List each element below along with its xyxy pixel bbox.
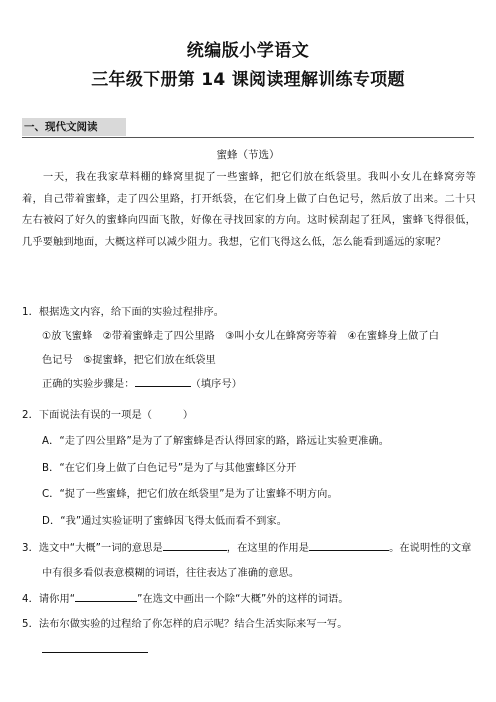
question-2-option-c: C．“捉了一些蜜蜂，把它们放在纸袋里”是为了让蜜蜂不明方向。 (42, 489, 338, 500)
question-1-answer (42, 375, 242, 390)
question-1-answer-suffix: （填序号） (190, 379, 243, 390)
answer-blank[interactable] (309, 539, 389, 551)
question-1-options-line1: ①放飞蜜蜂 ②带着蜜蜂走了四公里路 ③叫小女儿在蜂窝旁等着 ④在蜜蜂身上做了白 (42, 331, 439, 342)
passage-text: 一天，我在我家草料棚的蜂窝里捉了一些蜜蜂，把它们放在纸袋里。我叫小女儿在蜂窝旁等着，自己带着蜜蜂，走了四公里路，打开纸袋，在它们身上做了白色记号，然后放了出来。二十只左右被闷了好久的蜜蜂向四面飞散，好像在寻找回家的方向。这时候刮起了狂风，蜜蜂飞得很低，几乎要触到地面，大概这样可以减少阻力。我想，它们飞得这么低，怎么能看到遥远的家呢？ (22, 172, 476, 248)
question-2-option-d: D．“我”通过实验证明了蜜蜂因飞得太低而看不到家。 (42, 516, 288, 527)
question-1-answer-prefix: 正确的实验步骤是： (42, 379, 135, 390)
document-subtitle: 三年级下册第 14 课阅读理解训练专项题 (91, 70, 405, 90)
question-3-part1: 3．选文中“大概”一词的意思是 (22, 543, 163, 554)
answer-line[interactable] (42, 652, 148, 653)
question-3-line2: 中有很多看似表意模糊的词语，往往表达了准确的意思。 (42, 568, 300, 579)
answer-blank[interactable] (163, 539, 227, 551)
question-2-stem: 2．下面说法有误的一项是（ ） (22, 410, 194, 421)
passage-title: 蜜蜂（节选） (216, 149, 280, 161)
question-4-part1: 4．请你用“ (22, 594, 76, 605)
question-2-option-b: B．“在它们身上做了白色记号”是为了与其他蜜蜂区分开 (42, 463, 297, 474)
document-title: 统编版小学语文 (186, 41, 310, 61)
question-2-option-a: A．“走了四公里路”是为了了解蜜蜂是否认得回家的路，路远让实验更准确。 (42, 436, 390, 447)
question-3-part3: 。在说明性的文章 (389, 543, 472, 554)
answer-blank[interactable] (75, 590, 137, 602)
question-3-part2: ，在这里的作用是 (226, 543, 310, 554)
question-1-options-line2: 色记号 ⑤捉蜜蜂，把它们放在纸袋里 (42, 355, 216, 366)
question-4-part2: ”在选文中画出一个除“大概”外的这样的词语。 (137, 594, 349, 605)
answer-blank[interactable] (135, 375, 191, 387)
question-4-stem (22, 590, 349, 605)
section-heading: 一、现代文阅读 (24, 121, 98, 133)
question-3-line1 (22, 539, 471, 554)
question-1-stem: 1．根据选文内容，给下面的实验过程排序。 (22, 307, 225, 318)
section-divider (22, 137, 474, 138)
question-5-stem: 5．法布尔做实验的过程给了你怎样的启示呢？结合生活实际来写一写。 (22, 619, 348, 630)
